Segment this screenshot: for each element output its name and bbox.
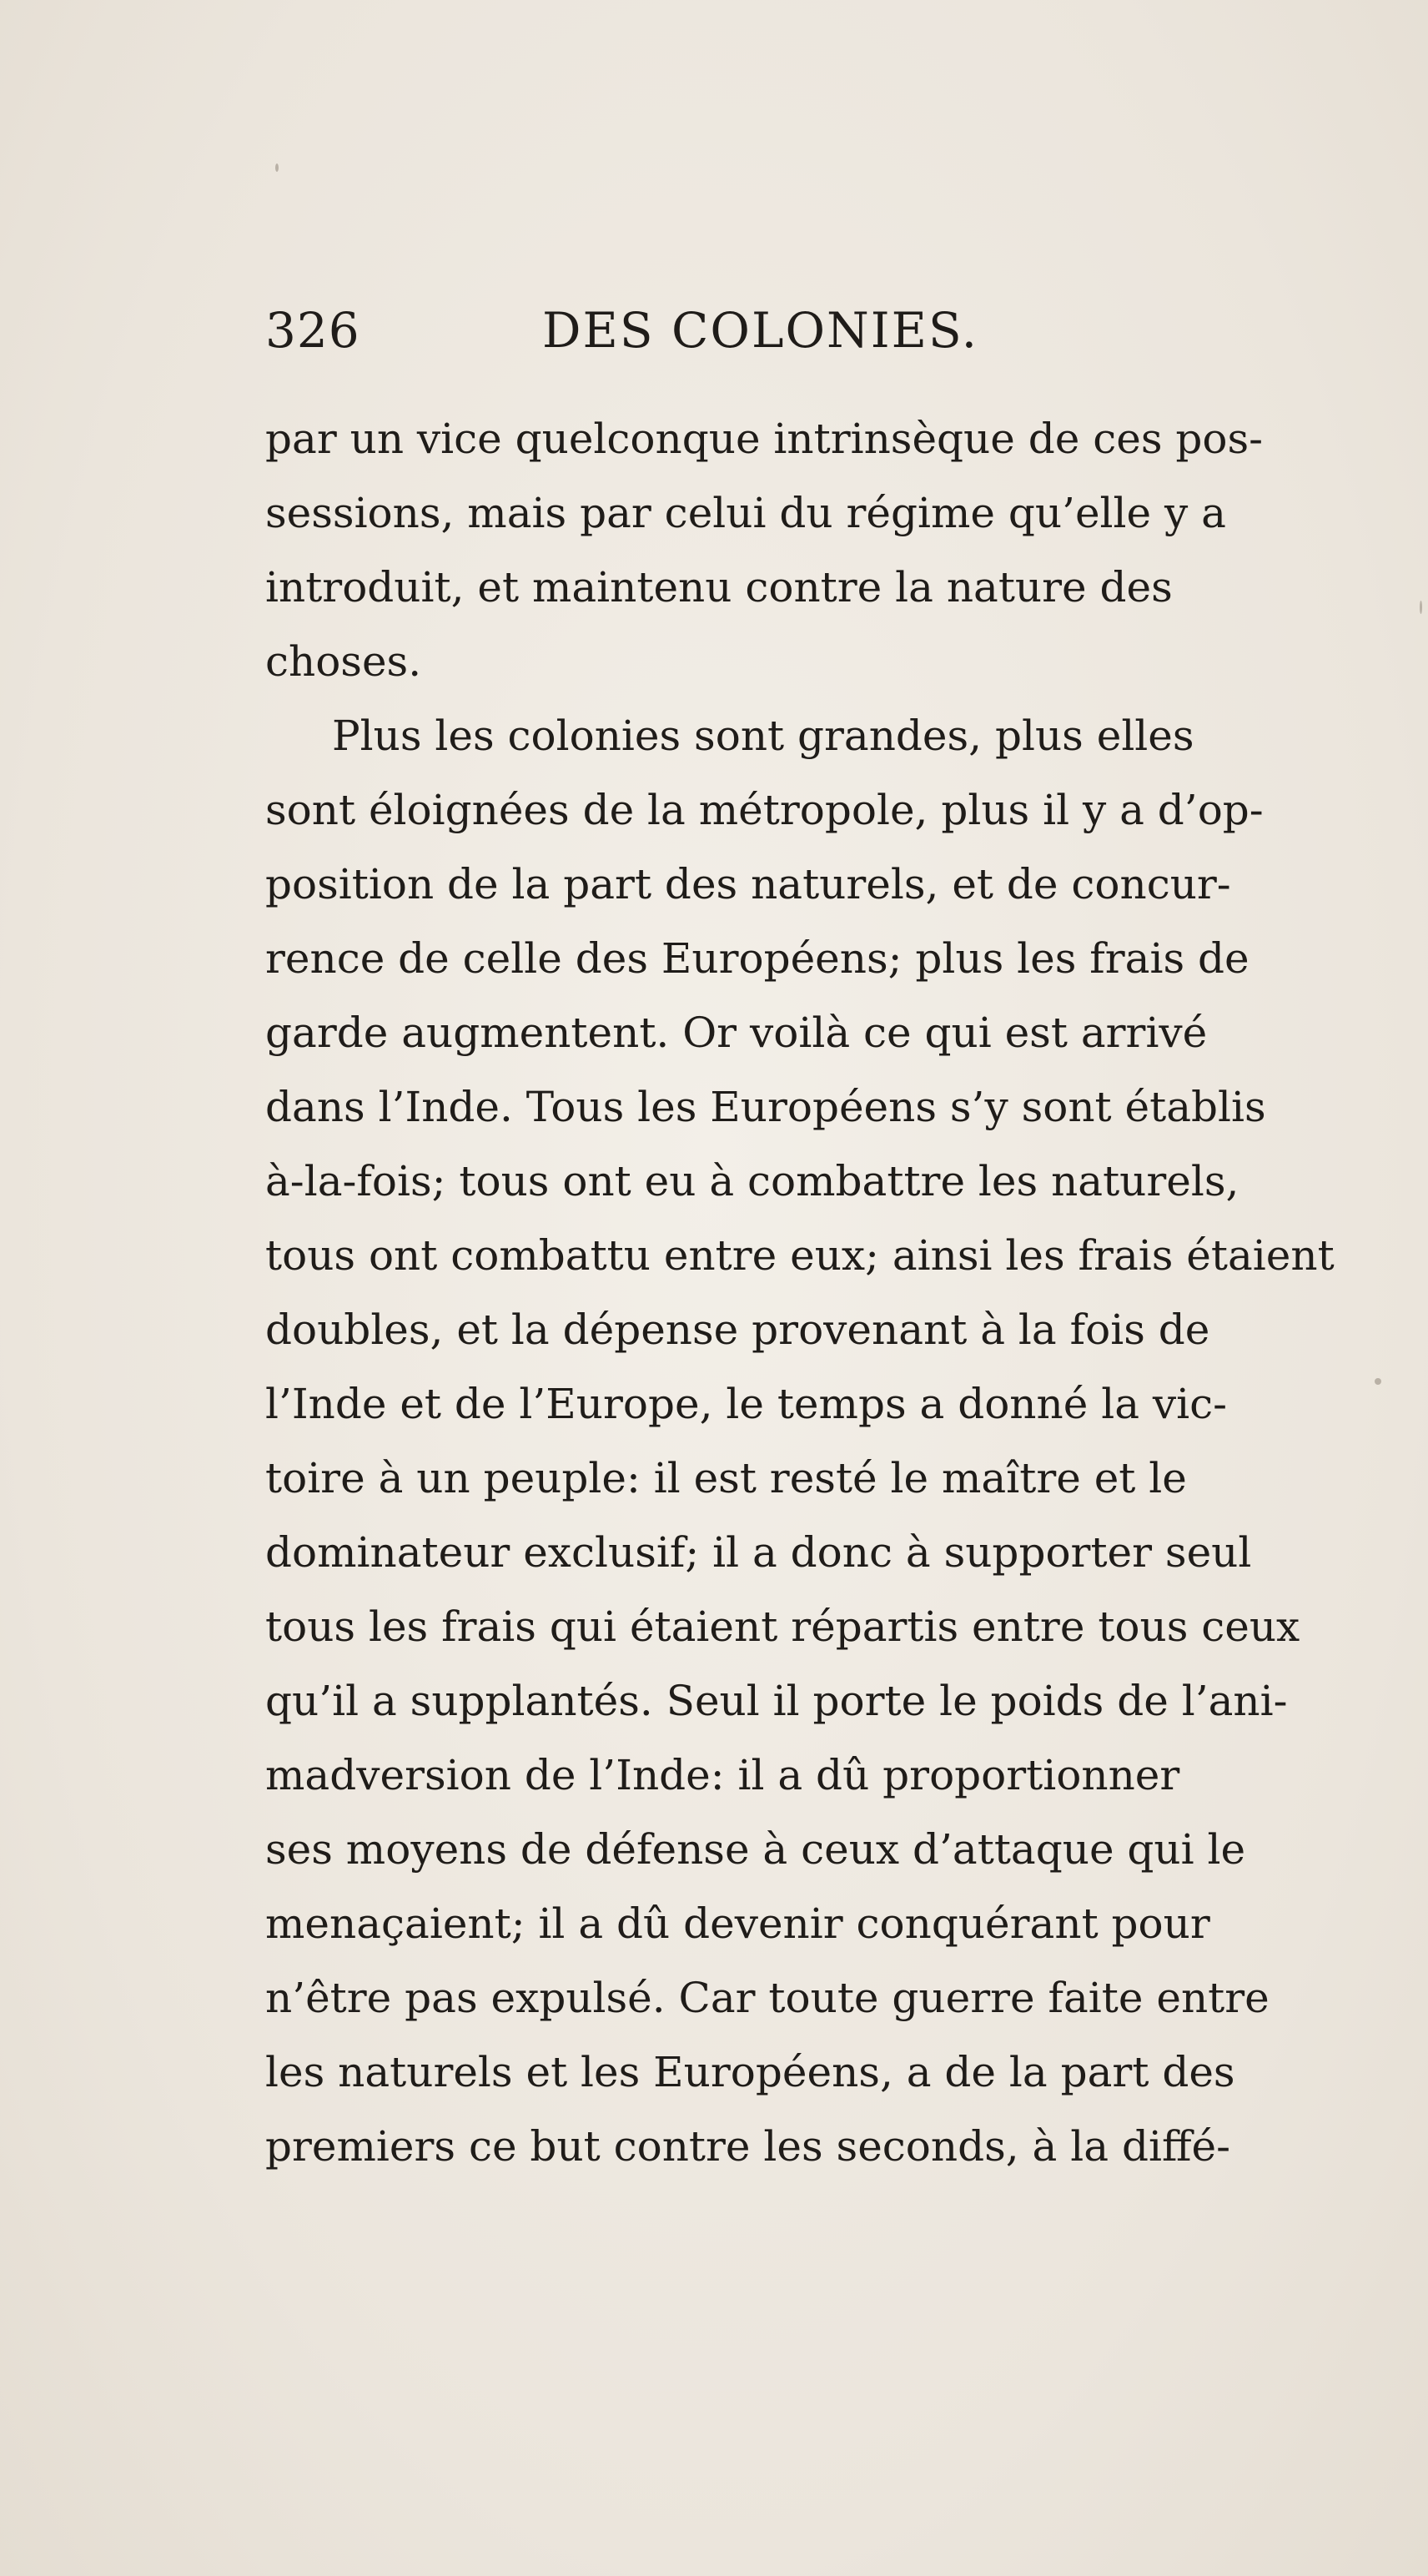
paragraph-1: [265, 402, 1266, 699]
text-line: choses.: [265, 637, 422, 686]
text-line: l’Inde et de l’Europe, le temps a donné la vic-: [265, 1380, 1228, 1428]
text-line: n’être pas expulsé. Car toute guerre faite entre: [265, 1974, 1270, 2022]
text-line: position de la part des naturels, et de concur-: [265, 860, 1231, 908]
paper-speck: [1420, 601, 1422, 614]
text-line: introduit, et maintenu contre la nature des: [265, 563, 1173, 611]
text-line: tous les frais qui étaient répartis entre tous ceux: [265, 1602, 1300, 1651]
text-line: dominateur exclusif; il a donc à supporter seul: [265, 1528, 1252, 1577]
text-line: par un vice quelconque intrinsèque de ces pos-: [265, 415, 1264, 463]
text-line: menaçaient; il a dû devenir conquérant pour: [265, 1899, 1210, 1948]
paper-speck: [275, 164, 279, 172]
text-line: sont éloignées de la métropole, plus il y a d’op-: [265, 786, 1264, 834]
paragraph-2: [265, 699, 1335, 2184]
body-text: [265, 402, 1335, 2184]
text-line: doubles, et la dépense provenant à la fois de: [265, 1306, 1210, 1354]
page-number: 326: [265, 302, 360, 359]
text-line: tous ont combattu entre eux; ainsi les frais étaient: [265, 1231, 1335, 1280]
text-line: ses moyens de défense à ceux d’attaque qui le: [265, 1825, 1246, 1874]
text-line: rence de celle des Européens; plus les frais de: [265, 934, 1250, 983]
text-line: les naturels et les Européens, a de la part des: [265, 2048, 1235, 2096]
text-line: premiers ce but contre les seconds, à la diffé-: [265, 2122, 1230, 2171]
text-line: Plus les colonies sont grandes, plus elles: [332, 712, 1194, 760]
text-line: qu’il a supplantés. Seul il porte le poids de l’ani-: [265, 1677, 1288, 1725]
running-title: DES COLONIES.: [542, 302, 979, 359]
text-line: toire à un peuple: il est resté le maître et le: [265, 1454, 1187, 1502]
text-line: à-la-fois; tous ont eu à combattre les naturels,: [265, 1157, 1239, 1205]
running-header: [265, 302, 1183, 377]
text-line: sessions, mais par celui du régime qu’elle y a: [265, 489, 1226, 537]
text-line: dans l’Inde. Tous les Européens s’y sont établis: [265, 1083, 1266, 1131]
paper-speck: [1375, 1378, 1381, 1385]
text-line: garde augmentent. Or voilà ce qui est arrivé: [265, 1009, 1208, 1057]
text-line: madversion de l’Inde: il a dû proportionner: [265, 1751, 1180, 1799]
